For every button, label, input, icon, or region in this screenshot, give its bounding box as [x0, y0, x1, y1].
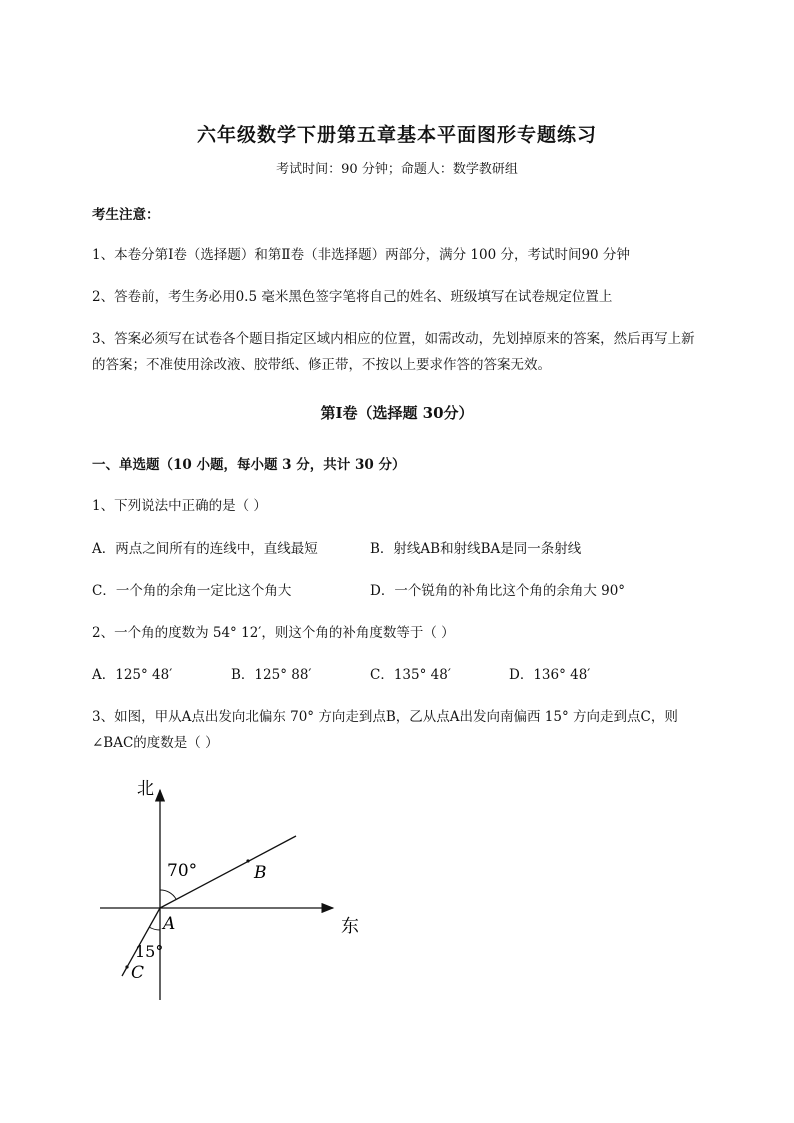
q2-option-d: D．136° 48′ — [509, 667, 591, 683]
q2-option-c: C．135° 48′ — [370, 667, 451, 683]
point-a-label: A — [163, 914, 176, 934]
q2-option-b: B．125° 88′ — [231, 667, 312, 683]
angle-label-70: 70° — [167, 861, 198, 881]
q2-stem: 2、一个角的度数为 54° 12′，则这个角的补角度数等于（ ） — [92, 625, 455, 641]
point-b-label: B — [254, 863, 267, 883]
q1-stem: 1、下列说法中正确的是（ ） — [92, 498, 267, 514]
q1-option-c: C．一个角的余角一定比这个角大 — [92, 583, 292, 599]
section-heading: 一、单选题（10 小题，每小题 3 分，共计 30 分） — [92, 457, 406, 473]
exam-info: 考试时间：90 分钟；命题人：数学教研组 — [276, 162, 518, 177]
notice-heading: 考生注意： — [92, 207, 160, 223]
q3-stem-line2: ∠BAC的度数是（ ） — [92, 735, 219, 751]
notice-item-3: 3、答案必须写在试卷各个题目指定区域内相应的位置，如需改动，先划掉原来的答案，然后再写上新 — [92, 331, 695, 347]
q1-option-b: B．射线AB和射线BA是同一条射线 — [370, 541, 582, 557]
north-label: 北 — [137, 779, 154, 799]
east-label: 东 — [341, 916, 359, 937]
point-b-dot — [246, 859, 249, 862]
q3-stem-line1: 3、如图，甲从A点出发向北偏东 70° 方向走到点B，乙从点A出发向南偏西 15° 方向走到点C，则 — [92, 709, 678, 725]
part1-title: 第Ⅰ卷（选择题 30分） — [320, 404, 474, 422]
q1-option-a: A．两点之间所有的连线中，直线最短 — [92, 541, 318, 557]
point-c-label: C — [131, 963, 145, 983]
notice-item-2: 2、答卷前，考生务必用0.5 毫米黑色签字笔将自己的姓名、班级填写在试卷规定位置上 — [92, 289, 613, 305]
angle-label-15: 15° — [135, 942, 164, 961]
notice-item-3-cont: 的答案；不准使用涂改液、胶带纸、修正带，不按以上要求作答的答案无效。 — [92, 357, 551, 373]
notice-item-1: 1、本卷分第Ⅰ卷（选择题）和第Ⅱ卷（非选择题）两部分，满分 100 分，考试时间90 分钟 — [92, 247, 630, 263]
point-c-dot — [125, 965, 128, 968]
page-title: 六年级数学下册第五章基本平面图形专题练习 — [196, 124, 597, 146]
angle-arc-70 — [160, 890, 176, 899]
q1-option-d: D．一个锐角的补角比这个角的余角大 90° — [370, 583, 626, 599]
angle-arc-15 — [149, 927, 160, 930]
q2-option-a: A．125° 48′ — [92, 667, 173, 683]
